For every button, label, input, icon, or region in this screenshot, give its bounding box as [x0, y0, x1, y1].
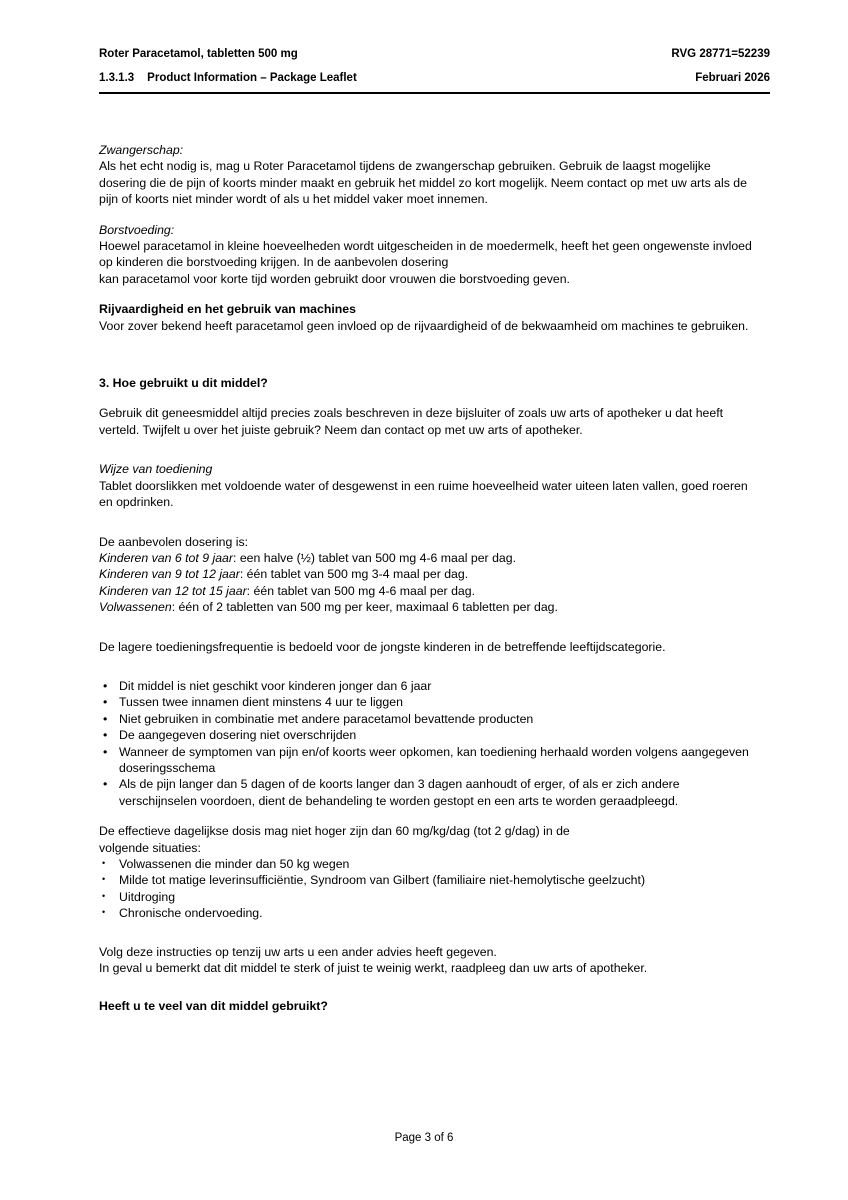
document-header — [99, 46, 770, 94]
administration-text: Tablet doorslikken met voldoende water of desgewenst in een ruime hoeveelheid water uiteen laten vallen, goed roeren en opdrinken. — [99, 478, 748, 510]
spacer-before-dosing — [99, 525, 759, 534]
list-item: • Dit middel is niet geschikt voor kinderen jonger dan 6 jaar — [99, 678, 759, 694]
closing-block — [99, 944, 759, 977]
max-dose-line2: volgende situaties: — [99, 840, 201, 855]
list-item: • Volwassenen die minder dan 50 kg wegen — [99, 856, 759, 872]
spacer-before-administration — [99, 452, 759, 461]
breastfeeding-text-line2: kan paracetamol voor korte tijd worden gebruikt door vrouwen die borstvoeding geven. — [99, 271, 570, 286]
list-item: • Milde tot matige leverinsufficiëntie, Syndroom van Gilbert (familiaire niet-hemolytische geelzucht) — [99, 872, 759, 888]
dosing-text-children-9-12: één tablet van 500 mg 3-4 maal per dag. — [243, 567, 469, 582]
product-title: Roter Paracetamol, tabletten 500 mg — [99, 48, 298, 60]
section3-intro: Gebruik dit geneesmiddel altijd precies zoals beschreven in deze bijsluiter of zoals uw arts of apotheker u dat heeft verteld. Twijfelt u over het juiste gebruik? Neem dan contact op met uw arts of apotheker. — [99, 406, 724, 437]
dosing-line-children-6-9 — [99, 550, 759, 566]
dosing-colon-3: : — [171, 600, 176, 615]
pregnancy-label: Zwangerschap: — [99, 143, 184, 157]
header-row-document — [99, 70, 770, 87]
dosing-label-children-9-12: Kinderen van 9 tot 12 jaar — [99, 567, 240, 582]
frequency-note: De lagere toedieningsfrequentie is bedoeld voor de jongste kinderen in de betreffende leeftijdscategorie. — [99, 639, 666, 654]
dosing-line-adults — [99, 599, 759, 615]
list-item: • Uitdroging — [99, 889, 759, 905]
pregnancy-text: Als het echt nodig is, mag u Roter Paracetamol tijdens de zwangerschap gebruiken. Gebruik de laagst mogelijke dosering die de pijn of koorts minder maakt en gebruik het middel zo kort mogelijk. Neem contact op met uw arts als de pijn of koorts niet minder wordt of als u het middel vaker moet innemen. — [99, 159, 747, 207]
spacer-before-frequency-note — [99, 630, 759, 639]
list-item: • Wanneer de symptomen van pijn en/of koorts weer opkomen, kan toediening herhaald worden volgens aangegeven doseringsschema — [99, 744, 759, 777]
registration-number: RVG 28771=52239 — [671, 48, 770, 60]
spacer-before-section3 — [99, 348, 759, 375]
list-item: • Niet gebruiken in combinatie met andere paracetamol bevattende producten — [99, 711, 759, 727]
breastfeeding-label: Borstvoeding: — [99, 222, 175, 237]
administration-block — [99, 461, 759, 510]
dosing-text-children-12-15: één tablet van 500 mg 4-6 maal per dag. — [250, 583, 475, 598]
spacer-before-max-dose — [99, 809, 759, 823]
driving-heading: Rijvaardigheid en het gebruik van machines — [99, 302, 356, 317]
max-dose-bullet-list — [99, 856, 759, 922]
document-title: Product Information – Package Leaflet — [147, 71, 357, 84]
max-dose-line1: De effectieve dagelijkse dosis mag niet hoger zijn dan 60 mg/kg/dag (tot 2 g/dag) in de — [99, 824, 570, 839]
closing-line2: In geval u bemerkt dat dit middel te sterk of juist te weinig werkt, raadpleeg dan uw arts of apotheker. — [99, 961, 648, 976]
dosing-colon-0: : — [233, 550, 237, 565]
breastfeeding-block — [99, 222, 759, 288]
spacer-after-section3-heading — [99, 391, 759, 405]
dosing-colon-2: : — [246, 583, 251, 598]
pregnancy-block — [99, 142, 759, 208]
document-body — [99, 142, 759, 1015]
dosing-intro: De aanbevolen dosering is: — [99, 534, 249, 549]
header-row-product — [99, 46, 770, 63]
dosing-text-children-6-9: een halve (½) tablet van 500 mg 4-6 maal per dag. — [236, 550, 517, 565]
administration-label: Wijze van toediening — [99, 462, 213, 477]
dosing-text-adults: één of 2 tabletten van 500 mg per keer, maximaal 6 tabletten per dag. — [175, 600, 558, 615]
dosing-block — [99, 534, 759, 616]
driving-block — [99, 301, 759, 334]
document-footer — [0, 1132, 848, 1144]
dosing-label-children-6-9: Kinderen van 6 tot 9 jaar — [99, 550, 233, 565]
spacer-before-closing — [99, 922, 759, 944]
spacer-before-overdose-heading — [99, 976, 759, 998]
dosing-label-children-12-15: Kinderen van 12 tot 15 jaar — [99, 583, 247, 598]
list-item: • De aangegeven dosering niet overschrijden — [99, 727, 759, 743]
usage-bullet-list — [99, 678, 759, 809]
closing-line1: Volg deze instructies op tenzij uw arts u een ander advies heeft gegeven. — [99, 944, 497, 959]
document-section-line — [99, 70, 357, 87]
list-item: • Chronische ondervoeding. — [99, 905, 759, 921]
overdose-heading: Heeft u te veel van dit middel gebruikt? — [99, 999, 328, 1014]
dosing-line-children-12-15 — [99, 583, 759, 599]
driving-text: Voor zover bekend heeft paracetamol geen invloed op de rijvaardigheid of de bekwaamheid om machines te gebruiken. — [99, 318, 749, 333]
spacer-before-usage-bullets — [99, 669, 759, 678]
list-item: • Tussen twee innamen dient minstens 4 uur te liggen — [99, 694, 759, 710]
dosing-colon-1: : — [239, 567, 244, 582]
list-item: • Als de pijn langer dan 5 dagen of de koorts langer dan 3 dagen aanhoudt of erger, of als er zich andere verschijnselen voordoen, dient de behandeling te worden gestopt en een arts te worden geraadpleegd. — [99, 776, 759, 809]
breastfeeding-text-line1: Hoewel paracetamol in kleine hoeveelheden wordt uitgescheiden in de moedermelk, heeft het geen ongewenste invloed op kinderen die borstvoeding krijgen. In de aanbevolen dosering — [99, 239, 752, 270]
document-date: Februari 2026 — [695, 71, 770, 84]
document-number: 1.3.1.3 — [99, 71, 135, 84]
dosing-label-adults: Volwassenen — [99, 600, 172, 615]
dosing-line-children-9-12 — [99, 566, 759, 582]
section3-heading: 3. Hoe gebruikt u dit middel? — [99, 376, 268, 391]
page-number: Page 3 of 6 — [394, 1132, 454, 1144]
max-dose-block — [99, 823, 759, 921]
